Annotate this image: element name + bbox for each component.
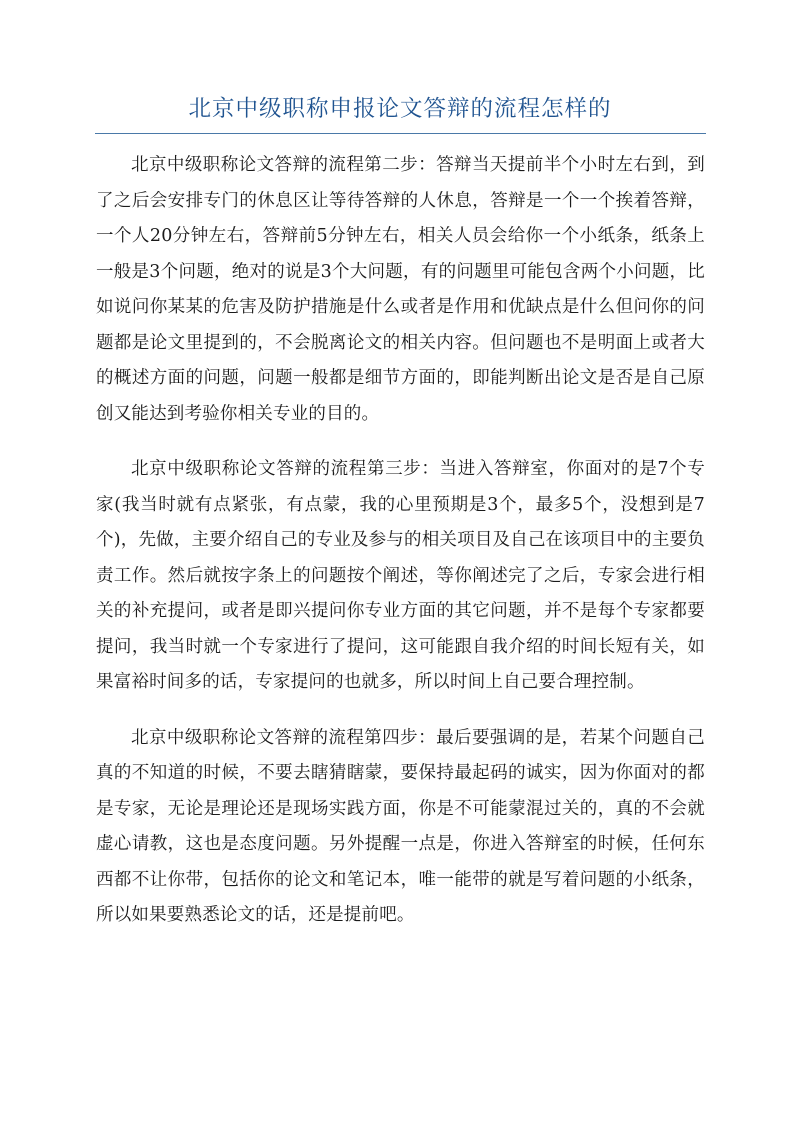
page-title: 北京中级职称申报论文答辩的流程怎样的 (188, 96, 612, 122)
title-divider (95, 133, 706, 134)
paragraph-step-three: 北京中级职称论文答辩的流程第三步：当进入答辩室，你面对的是7个专家(我当时就有点紧张，有点蒙，我的心里预期是3个，最多5个，没想到是7个)，先做，主要介绍自己的专业及参与的相关项目及自己在该项目中的主要负责工作。然后就按字条上的问题按个阐述，等你阐述完了之后，专家会进行相关的补充提问，或者是即兴提问你专业方面的其它问题，并不是每个专家都要提问，我当时就一个专家进行了提问，这可能跟自我介绍的时间长短有关，如果富裕时间多的话，专家提问的也就多，所以时间上自己要合理控制。 (96, 459, 705, 692)
document-body (96, 148, 705, 954)
paragraph-step-four: 北京中级职称论文答辩的流程第四步：最后要强调的是，若某个问题自己真的不知道的时候，不要去瞎猜瞎蒙，要保持最起码的诚实，因为你面对的都是专家，无论是理论还是现场实践方面，你是不可能蒙混过关的，真的不会就虚心请教，这也是态度问题。另外提醒一点是，你进入答辩室的时候，任何东西都不让你带，包括你的论文和笔记本，唯一能带的就是写着问题的小纸条，所以如果要熟悉论文的话，还是提前吧。 (96, 727, 705, 925)
paragraph-step-two: 北京中级职称论文答辩的流程第二步：答辩当天提前半个小时左右到，到了之后会安排专门的休息区让等待答辩的人休息，答辩是一个一个挨着答辩，一个人20分钟左右，答辩前5分钟左右，相关人员会给你一个小纸条，纸条上一般是3个问题，绝对的说是3个大问题，有的问题里可能包含两个小问题，比如说问你某某的危害及防护措施是什么或者是作用和优缺点是什么但问你的问题都是论文里提到的，不会脱离论文的相关内容。但问题也不是明面上或者大的概述方面的问题，问题一般都是细节方面的，即能判断出论文是否是自己原创又能达到考验你相关专业的目的。 (96, 155, 705, 424)
